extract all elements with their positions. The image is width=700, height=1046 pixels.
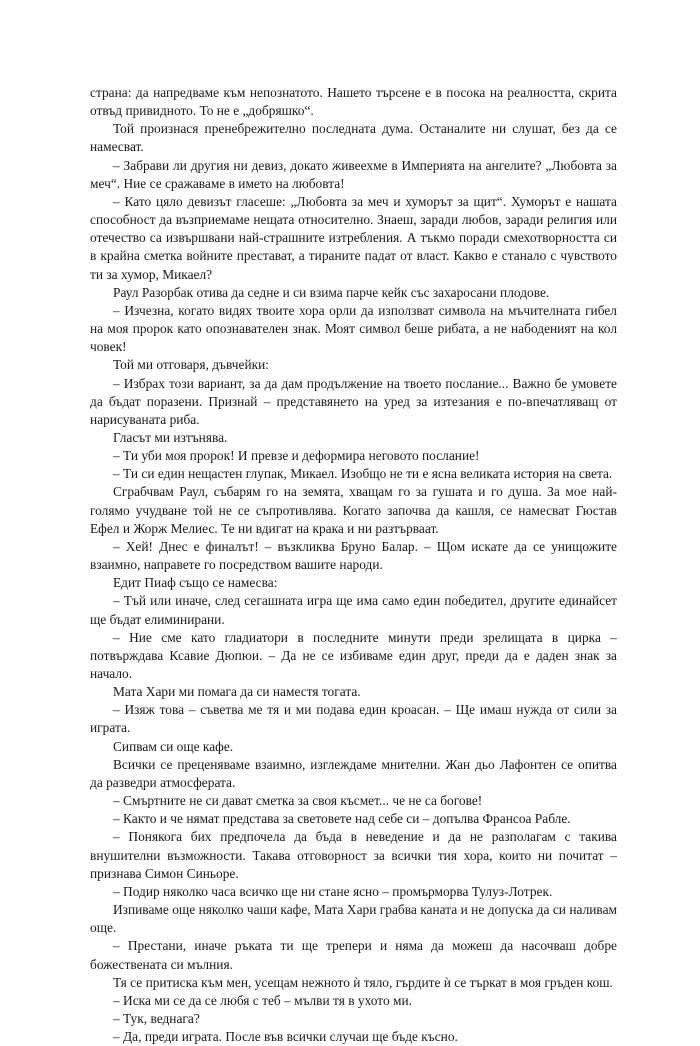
paragraph: – Изяж това – съветва ме тя и ми подава един кроасан. – Ще имаш нужда от сили за играта. [90,702,617,736]
paragraph: Сграбчвам Раул, събарям го на земята, хващам го за гушата и го душа. За мое най-голямо учудване той не се съпротивлява. Когато започва да кашля, се намесват Гюстав Ефел и Жорж Мелиес. Те ни вдигат на крака и ни разтърваат. [90,484,617,536]
paragraph: – Ти си един нещастен глупак, Микаел. Изобщо не ти е ясна великата история на света. [113,466,613,482]
paragraph: – Да, преди играта. После във всички случаи ще бъде късно. [113,1029,458,1045]
paragraph: – Престани, иначе ръката ти ще трепери и няма да можеш да насочваш добре божествената си мълния. [90,938,617,972]
paragraph: страна: да напредваме към непознатото. Нашето търсене е в посока на реалността, скрита отвъд привидното. То не е „добряшко“. [90,85,617,119]
paragraph: – Понякога бих предпочела да бъда в неведение и да не разполагам с такива внушителни възможности. Такава отговорност за всички тия хора, които ни почитат – признава Симон Синьоре. [90,829,617,881]
paragraph: – Избрах този вариант, за да дам продължение на твоето послание... Важно бе умовете да бъдат поразени. Признай – представянето на уред за изтезания е по-впечатляващ от нарисуваната риба. [90,375,617,427]
paragraph: Тя се притиска към мен, усещам нежното ѝ тяло, гърдите ѝ се търкат в моя гръден кош. [113,974,613,990]
paragraph: – Смъртните не си дават сметка за своя късмет... че не са богове! [113,793,483,809]
paragraph: Гласът ми изтънява. [113,429,228,445]
paragraph: – Ти уби моя пророк! И превзе и деформира неговото послание! [113,448,480,464]
paragraph: Едит Пиаф също се намесва: [113,575,278,591]
paragraph: – Тук, веднага? [113,1010,200,1026]
paragraph: Изпиваме още няколко чаши кафе, Мата Хари грабва каната и не допуска да си наливам още. [90,902,617,936]
paragraph: – Иска ми се да се любя с теб – мълви тя в ухото ми. [113,992,412,1008]
paragraph: – Както и че нямат представа за световете над себе си – допълва Франсоа Рабле. [113,811,571,827]
paragraph: Всички се преценяваме взаимно, изглеждаме мнителни. Жан дьо Лафонтен се опитва да разведри атмосферата. [90,756,617,790]
paragraph: Раул Разорбак отива да седне и си взима парче кейк със захаросани плодове. [113,284,550,300]
paragraph: – Изчезна, когато видях твоите хора орли да използват символа на мъчителната гибел на моя пророк като опознавателен знак. Моят символ беше рибата, а не набоденият на кол човек! [90,302,617,355]
paragraph: – Забрави ли другия ни девиз, докато живеехме в Империята на ангелите? „Любовта за меч“. Ние се сражаваме в името на любовта! [90,157,617,191]
document-text-body [90,84,617,1046]
paragraph: Сипвам си още кафе. [113,738,234,754]
paragraph: – Хей! Днес е финалът! – възкликва Бруно Балар. – Щом искате да се унищожите взаимно, направете го посредством вашите народи. [90,538,617,573]
paragraph: Мата Хари ми помага да си наместя тогата. [113,684,361,700]
paragraph: Той ми отговаря, дъвчейки: [113,357,270,373]
paragraph: – Тъй или иначе, след сегашната игра ще има само един победител, другите единайсет ще бъдат елиминирани. [90,593,617,627]
paragraph: – Ние сме като гладиатори в последните минути преди зрелищата в цирка – потвърждава Ксавие Дюпюи. – Да не се избиваме един друг, преди да е даден знак за начало. [90,629,617,681]
paragraph: – Подир няколко часа всичко ще ни стане ясно – промърморва Тулуз-Лотрек. [113,883,553,899]
paragraph: – Като цяло девизът гласеше: „Любовта за меч и хуморът за щит“. Хуморът е нашата способност да възприемаме нещата относително. Знаеш, заради любов, заради религия или отечество са извършвани най-страшните изтребления. А тъкмо поради смехотворността си в крайна сметка войните престават, а тираните падат от власт. Какво е станало с чувството ти за хумор, Микаел? [90,193,617,282]
paragraph: Той произнася пренебрежително последната дума. Останалите ни слушат, без да се намесват. [90,121,617,155]
